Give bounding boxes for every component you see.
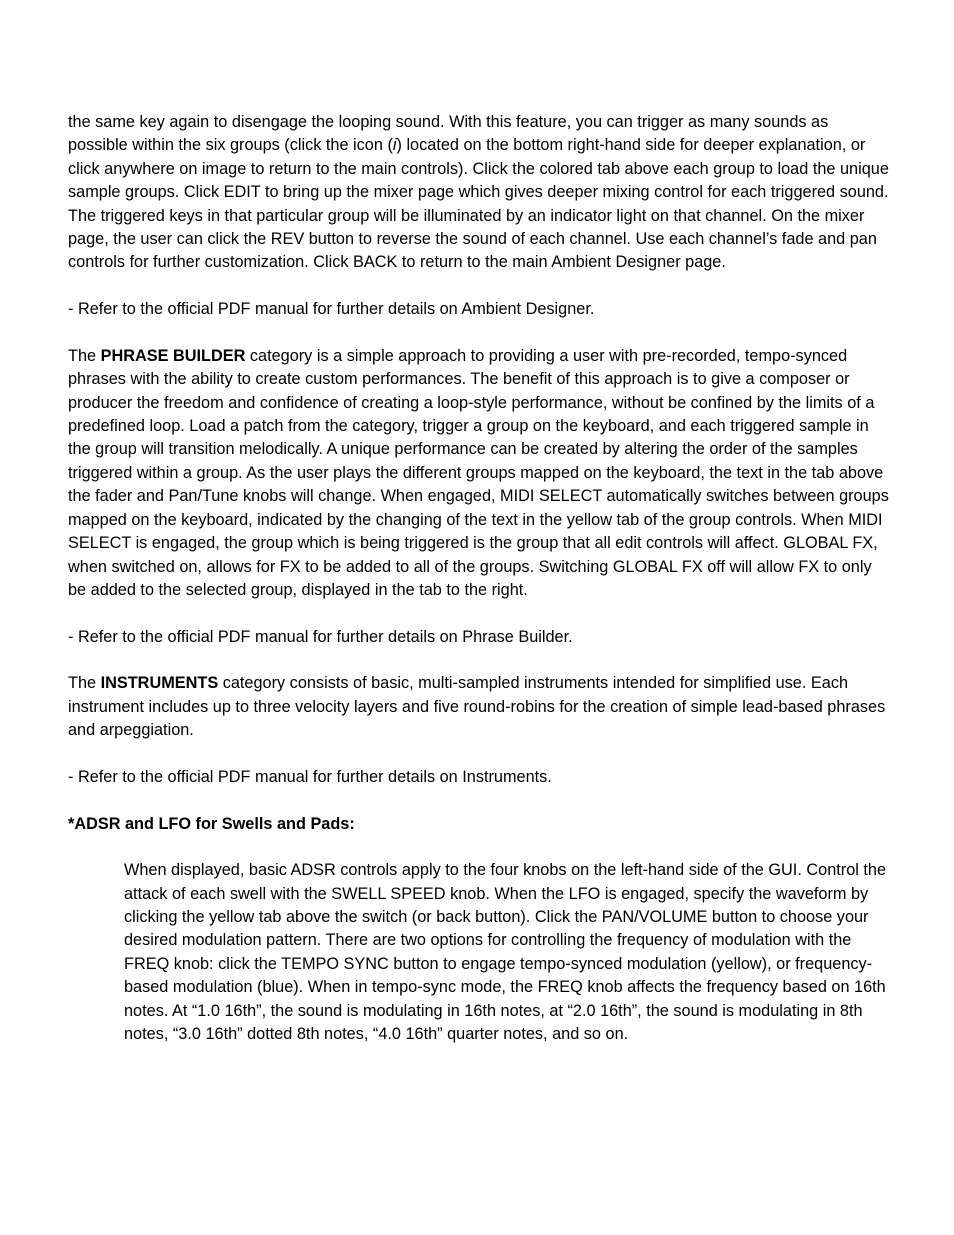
document-page	[68, 111, 890, 1070]
phrase-builder-refer: - Refer to the official PDF manual for further details on Phrase Builder.	[68, 627, 573, 646]
phrase-text: category is a simple approach to providing a user with pre-recorded, tempo-synced phrases with the ability to create custom performances. The benefit of this approach is to give a composer or producer the freedom and confidence of creating a loop-style performance, without be confined by the limits of a predefined loop. Load a patch from the category, trigger a group on the keyboard, and each triggered sample in the group will transition melodically. A unique performance can be created by altering the order of the samples triggered within a group. As the user plays the different groups mapped on the keyboard, the text in the tab above the fader and Pan/Tune knobs will change. When engaged, MIDI SELECT automatically switches between groups mapped on the keyboard, indicated by the changing of the text in the yellow tab of the group controls. When MIDI SELECT is engaged, the group which is being triggered is the group that all edit controls will affect. GLOBAL FX, when switched on, allows for FX to be added to all of the groups. Switching GLOBAL FX off will allow FX to only be added to the selected group, displayed in the tab to the right.	[68, 346, 889, 599]
instruments-text: category consists of basic, multi-sampled instruments intended for simplified use. Each instrument includes up to three velocity layers and five round-robins for the creation of simple lead-based phrases and arpeggiation.	[68, 674, 886, 740]
phrase-builder-paragraph	[68, 345, 890, 602]
ambient-designer-refer: - Refer to the official PDF manual for further details on Ambient Designer.	[68, 300, 595, 319]
instruments-name: INSTRUMENTS	[100, 674, 219, 693]
instruments-prefix: The	[68, 674, 101, 693]
phrase-prefix: The	[68, 346, 101, 365]
ambient-text-continued: ) located on the bottom right-hand side for deeper explanation, or click anywhere on image to return to the main controls). Click the colored tab above each group to load the unique sample groups. Click EDIT to bring up the mixer page which gives deeper mixing control for each triggered sound. The triggered keys in that particular group will be illuminated by an indicator light on that channel. On the mixer page, the user can click the REV button to reverse the sound of each channel. Use each channel’s fade and pan controls for further customization. Click BACK to return to the main Ambient Designer page.	[68, 136, 889, 272]
adsr-heading-text: *ADSR and LFO for Swells and Pads:	[68, 814, 355, 833]
ambient-text: the same key again to disengage the looping sound. With this feature, you can trigger as many sounds as possible within the six groups (click the icon (	[68, 113, 829, 155]
ambient-designer-paragraph	[68, 111, 890, 275]
adsr-heading	[68, 813, 890, 836]
instruments-paragraph	[68, 672, 890, 742]
phrase-builder-name: PHRASE BUILDER	[100, 346, 246, 365]
adsr-paragraph: When displayed, basic ADSR controls apply to the four knobs on the left-hand side of the GUI. Control the attack of each swell with the SWELL SPEED knob. When the LFO is engaged, specify the waveform by clicking the yellow tab above the switch (or back button). Click the PAN/VOLUME button to choose your desired modulation pattern. There are two options for controlling the frequency of modulation with the FREQ knob: click the TEMPO SYNC button to engage tempo-synced modulation (yellow), or frequency-based modulation (blue). When in tempo-sync mode, the FREQ knob affects the frequency based on 16th notes. At “1.0 16th”, the sound is modulating in 16th notes, at “2.0 16th”, the sound is modulating in 8th notes, “3.0 16th” dotted 8th notes, “4.0 16th” quarter notes, and so on.	[124, 861, 887, 1044]
info-icon-letter: i	[392, 136, 397, 155]
instruments-refer: - Refer to the official PDF manual for further details on Instruments.	[68, 767, 552, 786]
